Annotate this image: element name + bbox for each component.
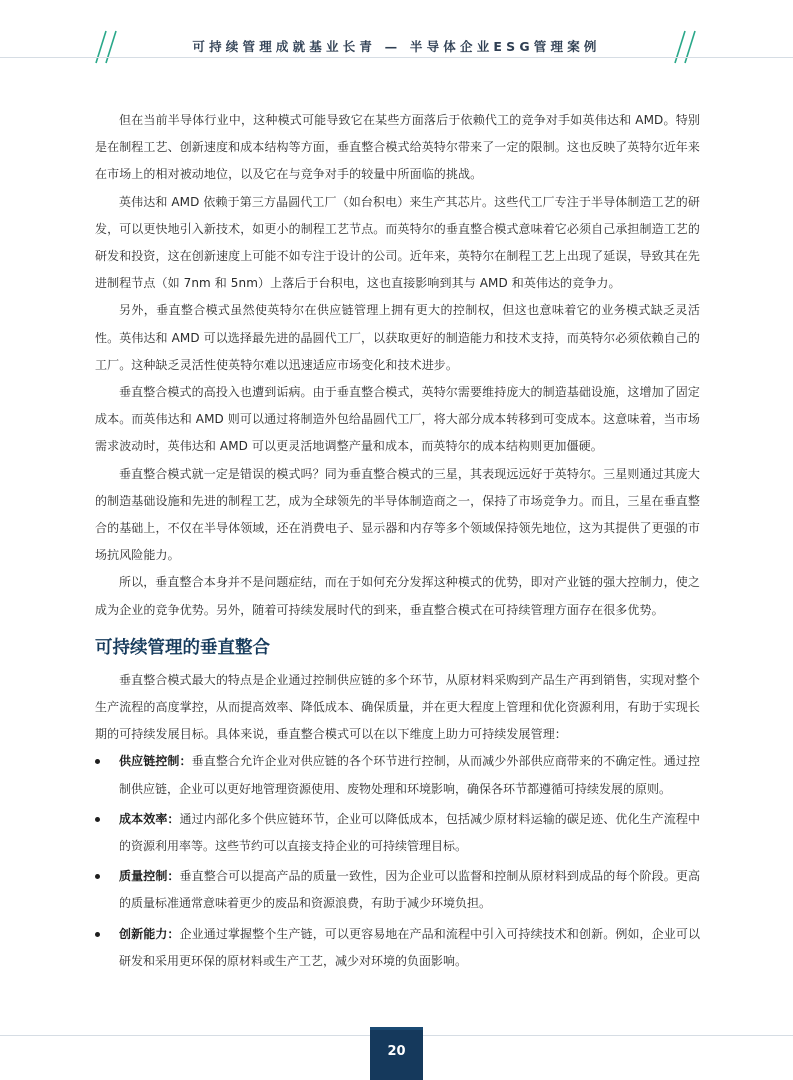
bullet-term: 质量控制： bbox=[119, 869, 180, 884]
list-item bbox=[95, 806, 700, 860]
bullet-text: 企业通过掌握整个生产链，可以更容易地在产品和流程中引入可持续技术和创新。例如，企业可以研发和采用更环保的原材料或生产工艺，减少对环境的负面影响。 bbox=[119, 926, 700, 968]
list-item bbox=[95, 748, 700, 802]
bullet-dot-icon bbox=[95, 932, 100, 937]
bullet-text: 通过内部化多个供应链环节，企业可以降低成本，包括减少原材料运输的碳足迹、优化生产流程中的资源利用率等。这些节约可以直接支持企业的可持续管理目标。 bbox=[119, 811, 700, 854]
section-heading: 可持续管理的垂直整合 bbox=[95, 637, 270, 658]
list-item bbox=[95, 863, 700, 917]
body-paragraph: 但在当前半导体行业中，这种模式可能导致它在某些方面落后于依赖代工的竞争对手如英伟达和 AMD。特别是在制程工艺、创新速度和成本结构等方面，垂直整合模式给英特尔带来了一定的限制。这也反映了英特尔近年来在市场上的相对被动地位，以及它在与竞争对手的较量中所面临的挑战。 bbox=[95, 113, 701, 182]
bullet-term: 创新能力： bbox=[119, 926, 180, 941]
bullet-term: 成本效率： bbox=[119, 811, 180, 826]
body-paragraph: 英伟达和 AMD 依赖于第三方晶圆代工厂（如台积电）来生产其芯片。这些代工厂专注于半导体制造工艺的研发，可以更快地引入新技术，如更小的制程工艺节点。而英特尔的垂直整合模式意味着它必须自己承担制造工艺的研发和投资，这在创新速度上可能不如专注于设计的公司。近年来，英特尔在制程工艺上出现了延误，导致其在先进制程节点（如 7nm 和 5nm）上落后于台积电，这也直接影响到其与 AMD 和英伟达的竞争力。 bbox=[95, 194, 701, 291]
bullet-dot-icon bbox=[95, 874, 100, 879]
page-number: 20 bbox=[370, 1027, 423, 1080]
body-paragraph: 所以，垂直整合本身并不是问题症结，而在于如何充分发挥这种模式的优势，即对产业链的强大控制力，使之成为企业的竞争优势。另外，随着可持续发展时代的到来，垂直整合模式在可持续管理方面存在很多优势。 bbox=[95, 575, 700, 617]
bullet-text: 垂直整合可以提高产品的质量一致性，因为企业可以监督和控制从原材料到成品的每个阶段。更高的质量标准通常意味着更少的废品和资源浪费，有助于减少环境负担。 bbox=[119, 869, 700, 911]
body-paragraph: 垂直整合模式就一定是错误的模式吗？同为垂直整合模式的三星，其表现远远好于英特尔。三星则通过其庞大的制造基础设施和先进的制程工艺，成为全球领先的半导体制造商之一，保持了市场竞争力。而且，三星在垂直整合的基础上，不仅在半导体领域，还在消费电子、显示器和内存等多个领域保持领先地位，这为其提供了更强的市场抗风险能力。 bbox=[95, 466, 701, 563]
bullet-term: 供应链控制： bbox=[119, 754, 192, 769]
double-slash-icon bbox=[673, 30, 699, 64]
bullet-text: 垂直整合允许企业对供应链的各个环节进行控制，从而减少外部供应商带来的不确定性。通过控制供应链，企业可以更好地管理资源使用、废物处理和环境影响，确保各环节都遵循可持续发展的原则。 bbox=[119, 754, 700, 796]
bullet-dot-icon bbox=[95, 759, 100, 764]
body-paragraph: 另外，垂直整合模式虽然使英特尔在供应链管理上拥有更大的控制权，但这也意味着它的业务模式缺乏灵活性。英伟达和 AMD 可以选择最先进的晶圆代工厂，以获取更好的制造能力和技术支持，而英特尔必须依赖自己的工厂。这种缺乏灵活性使英特尔难以迅速适应市场变化和技术进步。 bbox=[95, 303, 700, 372]
body-paragraph: 垂直整合模式的高投入也遭到诟病。由于垂直整合模式，英特尔需要维持庞大的制造基础设施，这增加了固定成本。而英伟达和 AMD 则可以通过将制造外包给晶圆代工厂，将大部分成本转移到可变成本。这意味着，当市场需求波动时，英伟达和 AMD 可以更灵活地调整产量和成本，而英特尔的成本结构则更加僵硬。 bbox=[95, 385, 700, 454]
section-intro: 垂直整合模式最大的特点是企业通过控制供应链的多个环节，从原材料采购到产品生产再到销售，实现对整个生产流程的高度掌控，从而提高效率、降低成本、确保质量，并在更大程度上管理和优化资源利用，有助于实现长期的可持续发展目标。具体来说，垂直整合模式可以在以下维度上助力可持续发展管理： bbox=[95, 672, 701, 742]
bullet-dot-icon bbox=[95, 817, 100, 822]
page-header bbox=[0, 0, 793, 58]
list-item bbox=[95, 921, 700, 975]
header-title: 可持续管理成就基业长青 — 半导体企业ESG管理案例 bbox=[192, 39, 601, 54]
header-divider bbox=[0, 57, 793, 58]
bullet-list bbox=[95, 748, 700, 975]
page-content bbox=[95, 107, 700, 978]
